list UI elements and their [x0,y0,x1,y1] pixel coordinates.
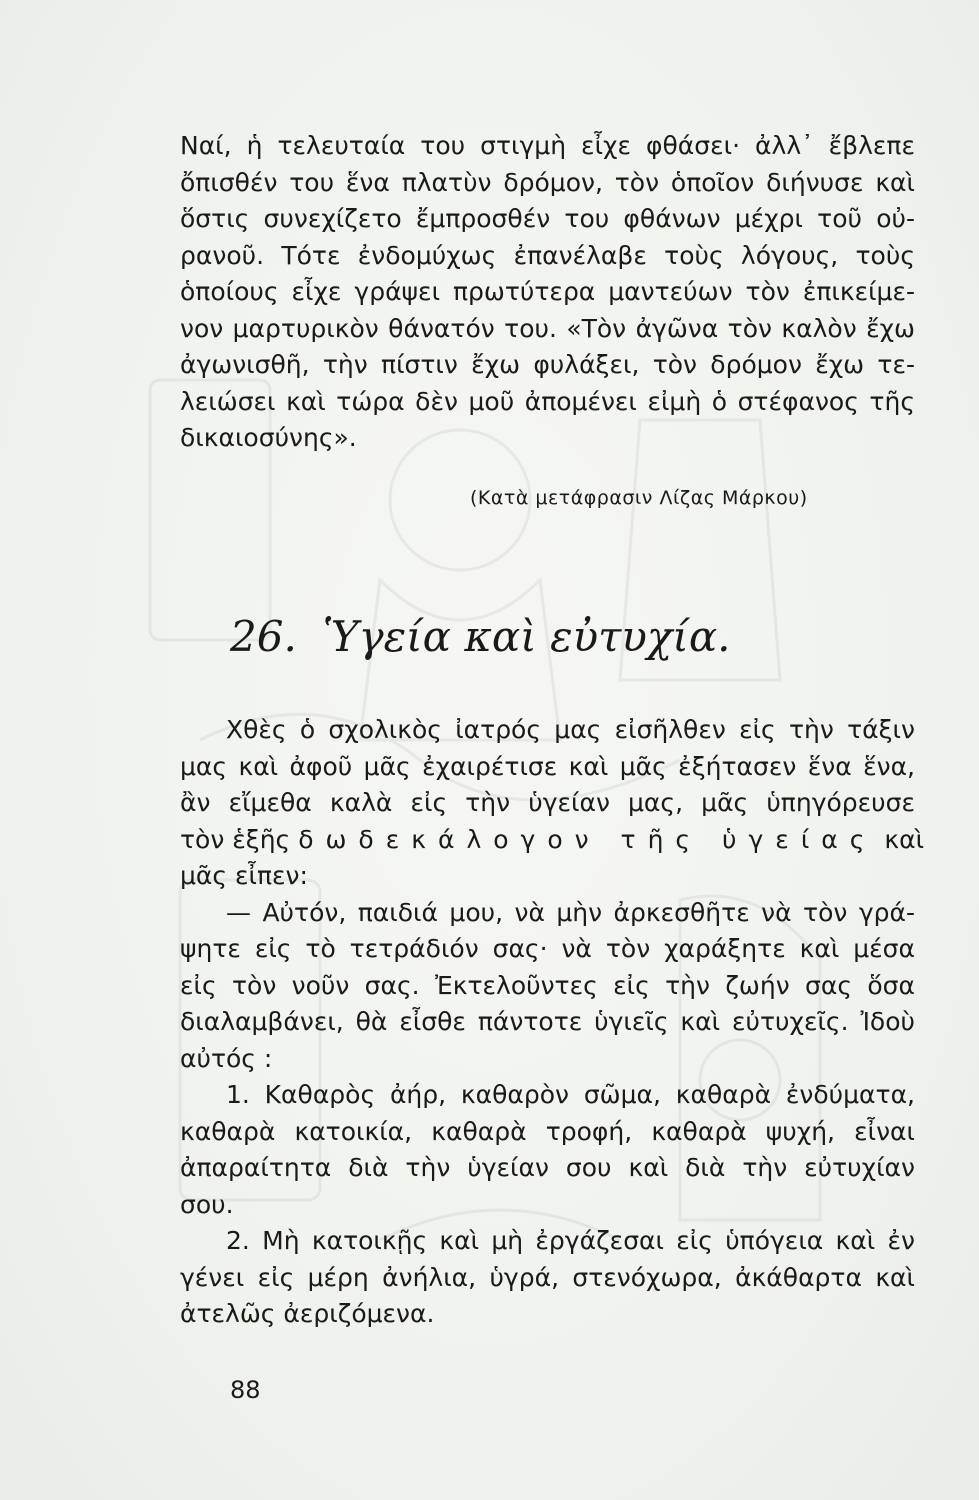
text-line: ρανοῦ. Τότε ἐνδομύχως ἐπανέλαβε τοὺς λόγους, τοὺς [180,240,915,270]
text-line: Ναί, ἡ τελευταία του στιγμὴ εἶχε φθάσει· ἀλλ᾿ ἔβλεπε [180,131,915,160]
text-line: νον μαρτυρικὸν θάνατόν του. «Τὸν ἀγῶνα τὸν καλὸν ἔχω [180,313,915,343]
text-line: ψητε εἰς τὸ τετράδιόν σας· νὰ τὸν χαράξητε καὶ μέσα [180,934,915,963]
emphasized-title: δωδεκάλογον τῆς ὑγείας [298,824,877,854]
text-line: Χθὲς ὁ σχολικὸς ἰατρός μας εἰσῆλθεν εἰς τὴν τάξιν [226,715,915,744]
text-line: σου. [180,1189,234,1219]
page-number: 88 [230,1376,261,1404]
text-line: μας καὶ ἀφοῦ μᾶς ἐχαιρέτισε καὶ μᾶς ἐξήτασεν ἕνα ἕνα, [180,751,915,781]
list-item-1: 1. Καθαρὸς ἀήρ, καθαρὸν σῶμα, καθαρὰ ἐνδύματα, [226,1080,915,1109]
text-line: ὅστις συνεχίζετο ἔμπροσθέν του φθάνων μέχρι τοῦ οὐ- [180,204,915,233]
chapter-body [180,712,925,1333]
chapter-heading [230,612,731,661]
text-line: ὄπισθέν του ἕνα πλατὺν δρόμον, τὸν ὁποῖον διήνυσε καὶ [180,167,915,197]
chapter-number: 26. [230,612,297,661]
text-line: καθαρὰ κατοικία, καθαρὰ τροφή, καθαρὰ ψυχή, εἶναι [180,1116,915,1146]
text-line: δικαιοσύνης». [180,423,357,452]
text-line [180,822,925,859]
text-line: ἂν εἴμεθα καλὰ εἰς τὴν ὑγείαν μας, μᾶς ὑπηγόρευσε [180,788,915,817]
text-line: — Αὐτόν, παιδιά μου, νὰ μὴν ἀρκεσθῆτε νὰ τὸν γρά- [226,897,915,927]
list-item-2: 2. Μὴ κατοικῇς καὶ μὴ ἐργάζεσαι εἰς ὑπόγεια καὶ ἐν [226,1226,915,1255]
text-line: ὁποίους εἶχε γράψει πρωτύτερα μαντεύων τὸν ἐπικείμε- [180,277,915,306]
text-line: ἀγωνισθῆ, τὴν πίστιν ἔχω φυλάξει, τὸν δρόμον ἔχω τε- [180,350,915,379]
text-line: ἀπαραίτητα διὰ τὴν ὑγείαν σου καὶ διὰ τὴν εὐτυχίαν [180,1153,915,1182]
text-line: μᾶς εἶπεν: [180,861,308,890]
text-line: λειώσει καὶ τώρα δὲν μοῦ ἀπομένει εἰμὴ ὁ στέφανος τῆς [180,386,915,416]
text-line: διαλαμβάνει, θὰ εἶσθε πάντοτε ὑγιεῖς καὶ εὐτυχεῖς. Ἰδοὺ [180,1007,915,1036]
translation-attribution: (Κατὰ μετάφρασιν Λίζας Μάρκου) [470,487,808,509]
text-line: γένει εἰς μέρη ἀνήλια, ὑγρά, στενόχωρα, ἀκάθαρτα καὶ [180,1262,915,1292]
text-line: εἰς τὸν νοῦν σας. Ἐκτελοῦντες εἰς τὴν ζωήν σας ὅσα [180,970,915,1000]
intro-paragraph [180,128,915,457]
text-segment: τὸν ἑξῆς [180,824,299,854]
text-segment: καὶ [876,824,925,854]
text-line: ἀτελῶς ἀεριζόμενα. [180,1299,435,1328]
chapter-title: Ὑγεία καὶ εὐτυχία. [322,612,731,661]
text-line: αὐτός : [180,1043,273,1073]
